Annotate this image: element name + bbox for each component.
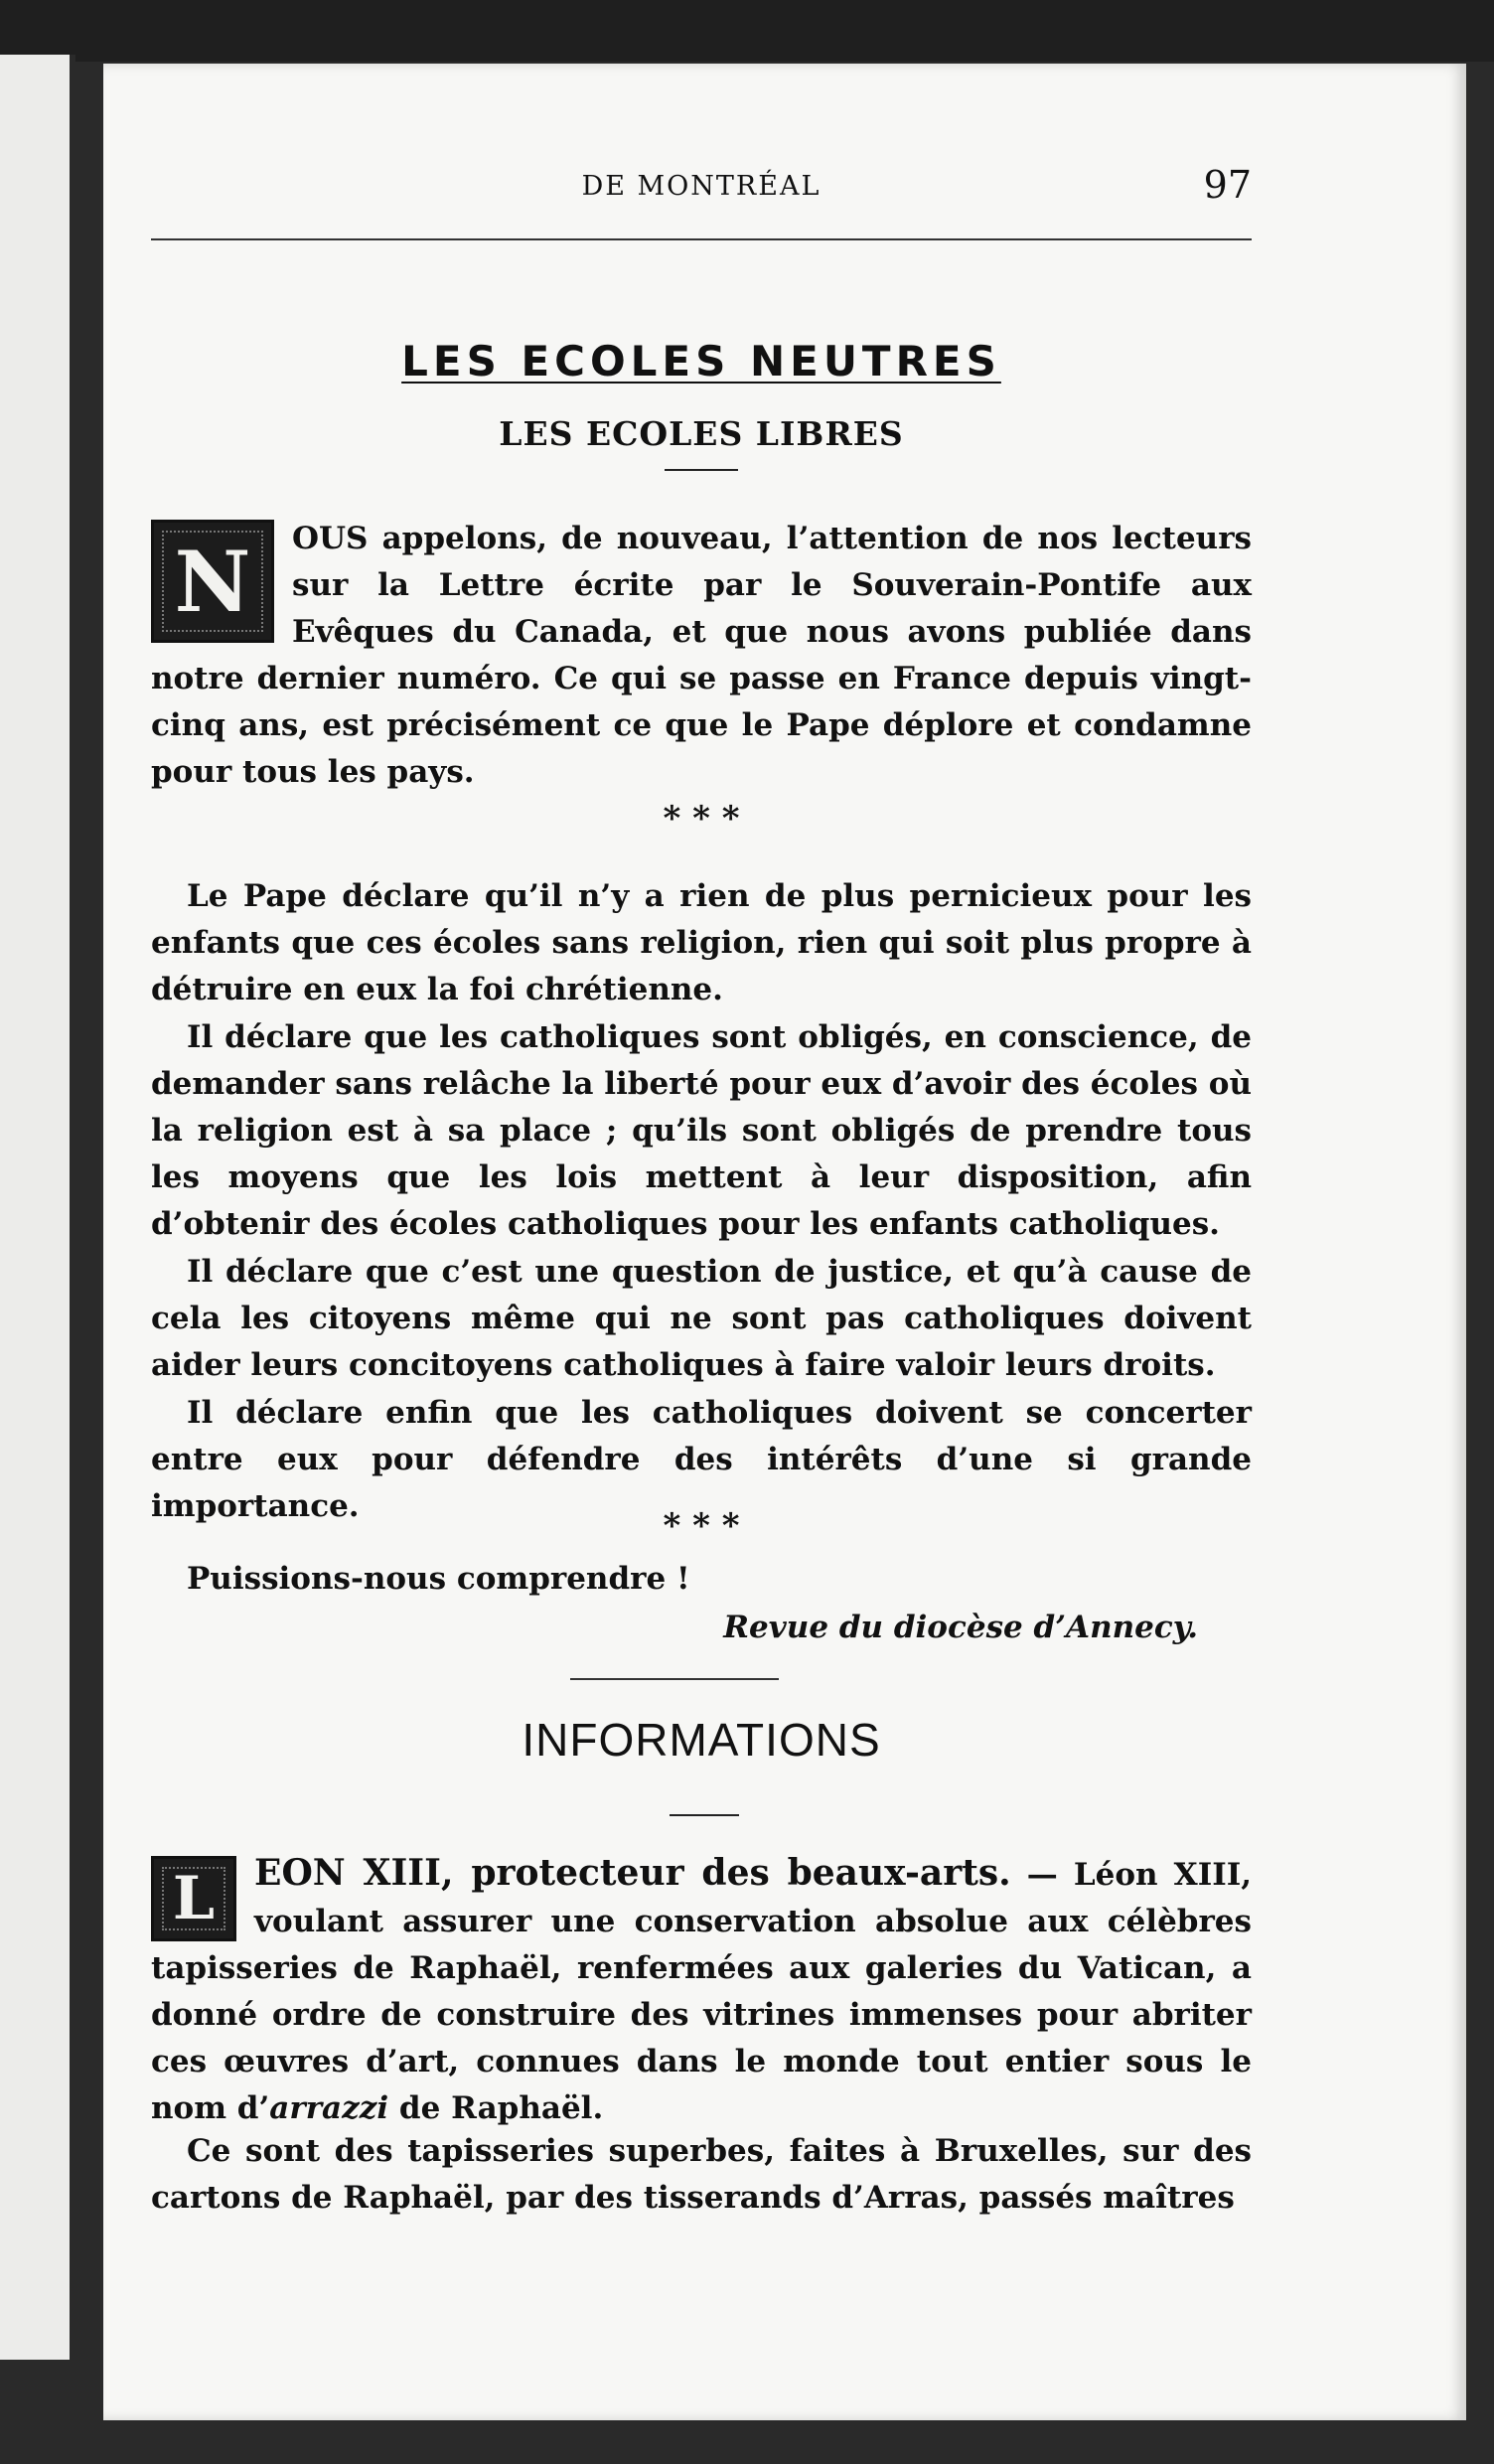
article-title: LES ECOLES NEUTRES (401, 337, 1001, 385)
drop-cap-letter: N (174, 532, 251, 631)
page-number: 97 (1203, 163, 1252, 207)
italic-term: arrazzi (269, 2090, 389, 2126)
info-paragraph-1 (151, 1850, 1252, 2132)
info-text-end: de Raphaël. (388, 2090, 604, 2126)
drop-cap-n (151, 520, 274, 643)
drop-cap-l (151, 1856, 236, 1941)
paragraph-3: Il déclare que c’est une question de justice, et qu’à cause de cela les citoyens même qui ne sont pas catholiques doivent aider leurs concitoyens catholiques à faire valoir leurs droits. (151, 1254, 1252, 1383)
informations-title: INFORMATIONS (522, 1714, 881, 1766)
scan-border-top (0, 0, 1494, 62)
article-subtitle: LES ECOLES LIBRES (499, 414, 904, 453)
running-head (151, 163, 1252, 221)
section-divider (570, 1678, 779, 1680)
source-attribution: Revue du diocèse d’Annecy. (723, 1610, 1198, 1645)
info-paragraph-2: Ce sont des tapisseries superbes, faites à Bruxelles, sur des cartons de Raphaël, par des tisserands d’Arras, passés maîtres (151, 2133, 1252, 2216)
title-rule (665, 469, 738, 471)
intro-paragraph (151, 516, 1252, 796)
paragraph-4: Il déclare enfin que les catholiques doivent se concerter entre eux pour défendre des intérêts d’une si grande importance. (151, 1395, 1252, 1524)
paragraph-1: Le Pape déclare qu’il n’y a rien de plus pernicieux pour les enfants que ces écoles sans religion, rien qui soit plus propre à détruire en eux la foi chrétienne. (151, 878, 1252, 1007)
informations-rule (670, 1814, 739, 1816)
book-page (103, 64, 1466, 2420)
paragraph-2: Il déclare que les catholiques sont obligés, en conscience, de demander sans relâche la liberté pour eux d’avoir des écoles où la religion est à sa place ; qu’ils sont obligés de prendre tous les moyens que les lois mettent à leur disposition, afin d’obtenir des écoles catholiques pour les enfants catholiques. (151, 1019, 1252, 1242)
info-text: Léon XIII, voulant assurer une conservation absolue aux célèbres tapisseries de Raphaël, renfermées aux galeries du Vatican, a donné ordre de construire des vitrines immenses pour abriter ces œuvres d’art, connues dans le monde tout entier sous le nom d’ (151, 1857, 1253, 2126)
lead-dash: — (1010, 1857, 1074, 1893)
drop-cap-ornament (162, 531, 263, 632)
drop-cap-letter: L (172, 1863, 216, 1933)
running-title: DE MONTRÉAL (581, 171, 822, 202)
separator-stars-1: * * * (663, 799, 740, 839)
previous-page-edge (0, 55, 75, 2360)
drop-cap-ornament (162, 1863, 225, 1933)
info-lead: EON XIII, protecteur des beaux-arts. (254, 1852, 1011, 1894)
article-title-block (151, 336, 1252, 471)
header-rule (151, 238, 1252, 240)
separator-stars-2: * * * (663, 1506, 740, 1546)
intro-text: OUS appelons, de nouveau, l’attention de nos lecteurs sur la Lettre écrite par le Souverain-Pontife aux Evêques du Canada, et que nous avons publiée dans notre dernier numéro. Ce qui se passe en France depuis vingt-cinq ans, est précisément ce que le Pape déplore et condamne pour tous les pays. (151, 521, 1252, 790)
closing-line: Puissions-nous comprendre ! (187, 1561, 690, 1597)
